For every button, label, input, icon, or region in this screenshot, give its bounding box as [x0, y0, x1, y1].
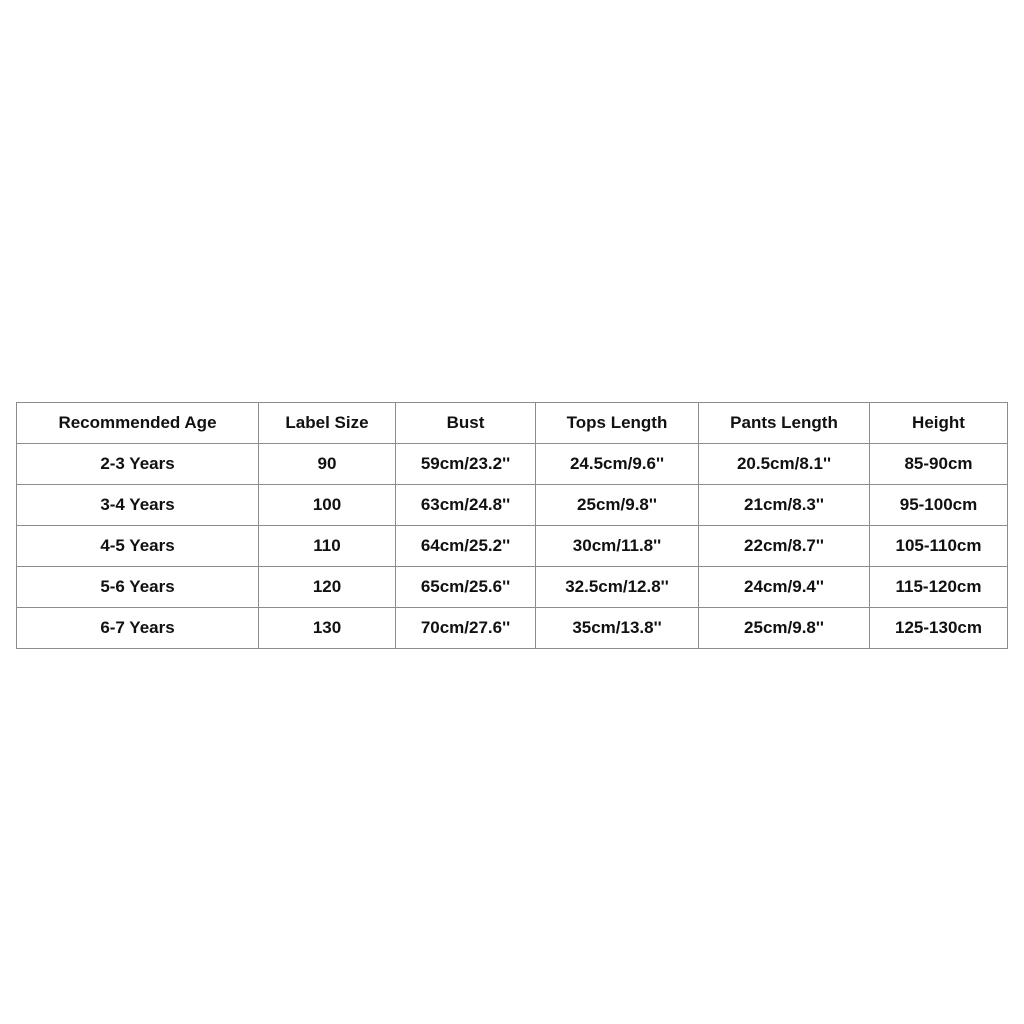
- table-row: [17, 567, 1008, 608]
- cell-age: 6-7 Years: [17, 608, 259, 649]
- cell-age: 2-3 Years: [17, 444, 259, 485]
- cell-bust: 63cm/24.8'': [396, 485, 536, 526]
- cell-bust: 59cm/23.2'': [396, 444, 536, 485]
- cell-height: 125-130cm: [870, 608, 1008, 649]
- cell-pants-length: 22cm/8.7'': [699, 526, 870, 567]
- header-label-size: Label Size: [259, 403, 396, 444]
- header-row: [17, 403, 1008, 444]
- cell-pants-length: 21cm/8.3'': [699, 485, 870, 526]
- header-tops-length: Tops Length: [536, 403, 699, 444]
- cell-label-size: 110: [259, 526, 396, 567]
- cell-tops-length: 24.5cm/9.6'': [536, 444, 699, 485]
- cell-height: 115-120cm: [870, 567, 1008, 608]
- table-row: [17, 608, 1008, 649]
- cell-bust: 64cm/25.2'': [396, 526, 536, 567]
- cell-label-size: 100: [259, 485, 396, 526]
- cell-height: 105-110cm: [870, 526, 1008, 567]
- cell-age: 5-6 Years: [17, 567, 259, 608]
- header-recommended-age: Recommended Age: [17, 403, 259, 444]
- header-pants-length: Pants Length: [699, 403, 870, 444]
- header-height: Height: [870, 403, 1008, 444]
- cell-pants-length: 20.5cm/8.1'': [699, 444, 870, 485]
- table-row: [17, 526, 1008, 567]
- cell-label-size: 120: [259, 567, 396, 608]
- size-chart-table: [16, 402, 1008, 649]
- table-row: [17, 444, 1008, 485]
- cell-height: 85-90cm: [870, 444, 1008, 485]
- cell-tops-length: 32.5cm/12.8'': [536, 567, 699, 608]
- cell-label-size: 90: [259, 444, 396, 485]
- cell-pants-length: 24cm/9.4'': [699, 567, 870, 608]
- cell-tops-length: 25cm/9.8'': [536, 485, 699, 526]
- cell-age: 3-4 Years: [17, 485, 259, 526]
- cell-age: 4-5 Years: [17, 526, 259, 567]
- cell-tops-length: 30cm/11.8'': [536, 526, 699, 567]
- header-bust: Bust: [396, 403, 536, 444]
- cell-pants-length: 25cm/9.8'': [699, 608, 870, 649]
- cell-label-size: 130: [259, 608, 396, 649]
- table-row: [17, 485, 1008, 526]
- cell-bust: 65cm/25.6'': [396, 567, 536, 608]
- cell-tops-length: 35cm/13.8'': [536, 608, 699, 649]
- cell-bust: 70cm/27.6'': [396, 608, 536, 649]
- cell-height: 95-100cm: [870, 485, 1008, 526]
